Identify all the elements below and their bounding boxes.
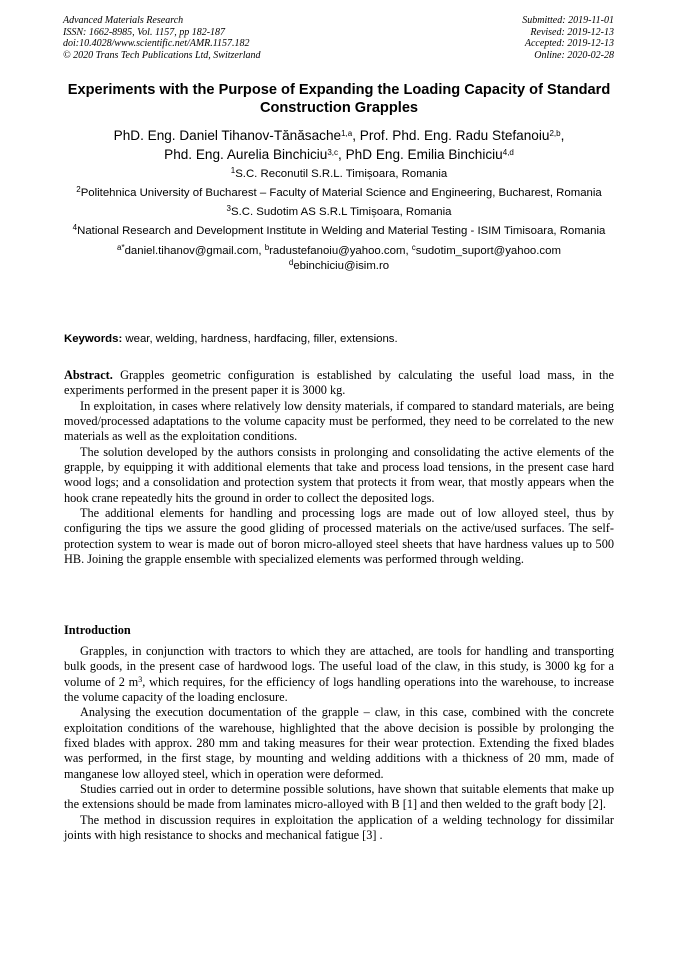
email-link[interactable]: ebinchiciu@isim.ro	[293, 260, 390, 272]
journal-name: Advanced Materials Research	[63, 15, 184, 26]
intro-paragraph: The method in discussion requires in exploitation the application of a welding technology for dissimilar joints with high resistance to shocks and mechanical fatigue [3] .	[64, 812, 614, 843]
abstract-text: Grapples geometric configuration is established by calculating the useful load mass, in the experiments performed in the present paper it is 3000 kg.	[64, 368, 614, 398]
email-list	[66, 244, 612, 274]
affiliation-text: National Research and Development Institute in Welding and Material Testing - ISIM Timisoara, Romania	[77, 225, 606, 237]
affiliation-text: S.C. Sudotim AS S.R.L Timișoara, Romania	[230, 206, 452, 218]
author-sep: ,	[560, 128, 565, 143]
affiliation-4	[66, 224, 612, 239]
intro-text: Grapples, in conjunction with tractors to which they are attached, are tools for handling and transporting bulk goods, in the present case of hardwood logs. The useful load of the claw, in this study, is 3000 kg for a volume of 2 m	[64, 644, 614, 689]
abstract-paragraph: In exploitation, in cases where relatively low density materials, if compared to standard materials, are being moved/processed adaptations to the volume capacity must be performed, they need to be correlated to the new materials as well as the exploitation conditions.	[64, 398, 614, 444]
submission-dates	[522, 15, 614, 61]
introduction-section	[64, 644, 614, 843]
affiliation-sup: 2	[76, 185, 81, 194]
affiliation-sup: 3	[226, 204, 231, 213]
author-list	[52, 126, 626, 164]
author-sep: ,	[352, 128, 360, 143]
abstract-paragraph: The additional elements for handling and processing logs are made out of low alloyed steel, thus by configuring the tips we assure the good gliding of processed materials on the active/used surfaces. The self-protection system to wear is made out of boron micro-alloyed steel sheets that have hardness values up to 500 HB. Joining the grapple ensemble with specialized elements was performed through welding.	[64, 506, 614, 567]
author-sup: 4,d	[502, 148, 514, 157]
paper-title: Experiments with the Purpose of Expanding the Loading Capacity of Standard Construction Grapples	[67, 82, 611, 116]
abstract-label: Abstract.	[64, 368, 113, 382]
email-sep: ,	[405, 245, 412, 257]
email-link[interactable]: radustefanoiu@yahoo.com	[269, 245, 406, 257]
section-heading-introduction: Introduction	[64, 623, 131, 637]
author-sup: 1,a	[341, 129, 353, 138]
intro-text: , which requires, for the efficiency of logs handling operations into the warehouse, to increase the volume capacity of the loading enclosure.	[64, 674, 614, 705]
journal-doi: doi:10.4028/www.scientific.net/AMR.1157.182	[63, 38, 250, 49]
keywords	[64, 332, 616, 346]
affiliation-3	[66, 205, 612, 220]
email-sup: d	[288, 258, 294, 267]
keywords-text: wear, welding, hardness, hardfacing, filler, extensions.	[125, 333, 398, 345]
keywords-label: Keywords:	[64, 333, 123, 345]
date-revised: Revised: 2019-12-13	[530, 26, 614, 38]
author-name: Prof. Phd. Eng. Radu Stefanoiu	[359, 128, 550, 143]
intro-paragraph: Analysing the execution documentation of the grapple – claw, in this case, combined with the concrete exploitation conditions of the warehouse, highlighted that the above decision is possible by prolonging the fixed blades with approx. 280 mm and taking measures for their wear protection. Extending the fixed blades was performed, in the first stage, by mounting and welding additions with a thickness of 20 mm, made of manganese low alloyed steel, which in operation were deformed.	[64, 705, 614, 781]
abstract	[64, 368, 614, 567]
affiliation-1	[66, 167, 612, 182]
email-sup: c	[411, 243, 416, 252]
journal-header	[63, 15, 261, 61]
abstract-paragraph: The solution developed by the authors consists in prolonging and consolidating the active elements of the grapple, by equipping it with additional elements that take and process load tensions, in the present case hard wood logs; and a consolidation and protection system that protects it from wear, that mostly appears when the hook crane repeatedly hits the ground in order to collect the deposited logs.	[64, 444, 614, 505]
intro-paragraph: Studies carried out in order to determine possible solutions, have shown that suitable elements that make up the extensions should be made from laminates micro-alloyed with B [1] and then welded to the graft body [2].	[64, 782, 614, 812]
author-name: PhD. Eng. Daniel Tihanov-Tănăsache	[113, 128, 342, 143]
date-online: Online: 2020-02-28	[534, 49, 614, 61]
author-sep: ,	[338, 147, 346, 162]
affiliations	[66, 167, 612, 274]
author-sup: 3,c	[327, 148, 339, 157]
abstract-paragraph	[64, 368, 614, 399]
email-sep: ,	[258, 245, 265, 257]
journal-issn: ISSN: 1662-8985, Vol. 1157, pp 182-187	[63, 26, 226, 38]
journal-copyright: © 2020 Trans Tech Publications Ltd, Switzerland	[63, 49, 261, 61]
date-accepted: Accepted: 2019-12-13	[524, 38, 614, 49]
email-sup: b	[264, 243, 270, 252]
affiliation-text: Politehnica University of Bucharest – Faculty of Material Science and Engineering, Bucharest, Romania	[80, 187, 602, 199]
email-link[interactable]: sudotim_suport@yahoo.com	[415, 245, 561, 257]
unit-sup: 3	[138, 674, 143, 684]
author-sup: 2,b	[549, 129, 561, 138]
author-name: Phd. Eng. Aurelia Binchiciu	[164, 147, 328, 162]
affiliation-text: S.C. Reconutil S.R.L. Timișoara, Romania	[235, 168, 448, 180]
email-sup: a*	[117, 243, 125, 252]
date-submitted: Submitted: 2019-11-01	[522, 15, 614, 26]
affiliation-sup: 4	[72, 223, 78, 232]
affiliation-sup: 1	[230, 166, 236, 175]
author-name: PhD Eng. Emilia Binchiciu	[345, 147, 503, 162]
affiliation-2	[66, 186, 612, 201]
email-link[interactable]: daniel.tihanov@gmail.com	[124, 245, 259, 257]
intro-paragraph	[64, 644, 614, 705]
